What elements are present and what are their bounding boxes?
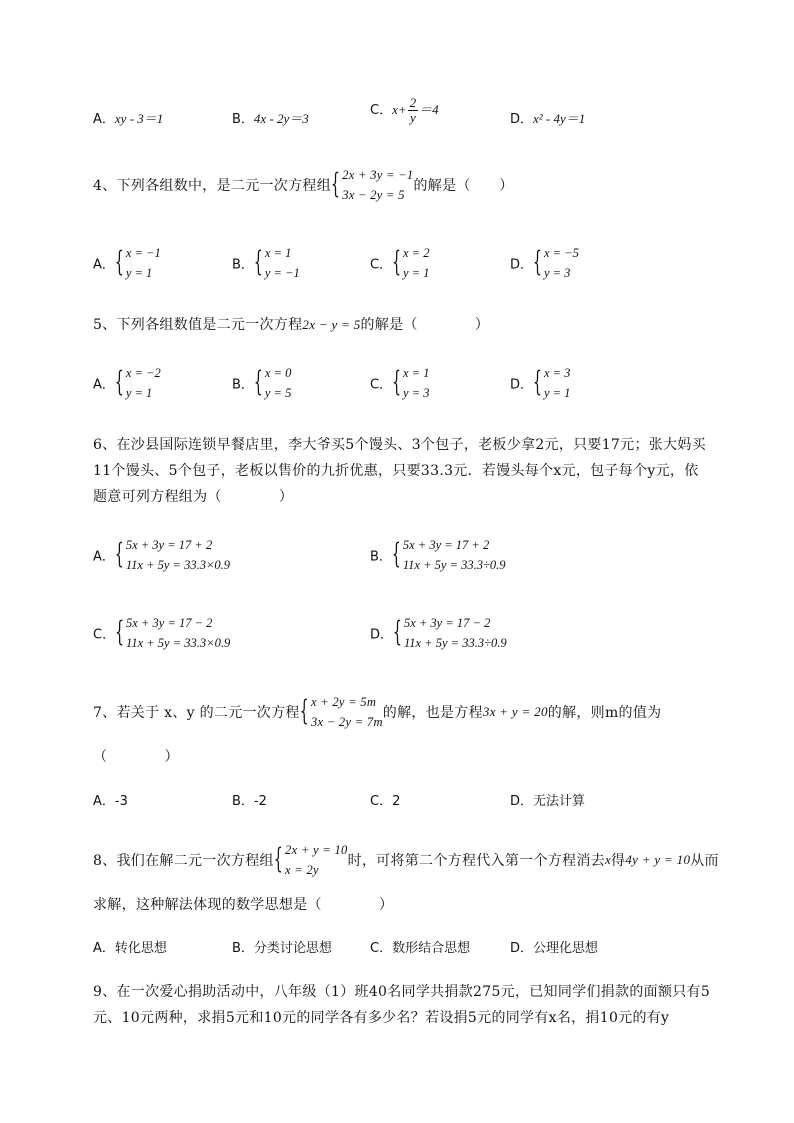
q5-option-d: D． { x = 3 y = 1 <box>510 366 571 400</box>
q4-option-d: D． { x = −5 y = 3 <box>510 246 579 280</box>
q7-option-d: D．无法计算 <box>510 794 586 809</box>
q4-option-a: A． { x = −1 y = 1 <box>93 246 161 280</box>
q3-option-c: C．x+ $\frac{2}{y}$ ＝4 <box>370 95 439 125</box>
q3-option-d: D．x² - 4y＝1 <box>510 111 586 127</box>
equation-system: { 2x + y = 10 x = 2y <box>273 843 348 877</box>
q9-line-1: 9、在一次爱心捐助活动中，八年级（1）班40名同学共捐款275元，已知同学们捐款的面额只有5 <box>93 984 711 1000</box>
q6-option-d: D． { 5x + 3y = 17 − 2 11x + 5y = 33.3÷0.9 <box>370 616 507 650</box>
fraction: $\frac{2}{y}$ <box>409 95 417 125</box>
q3-option-b: B．4x - 2y＝3 <box>232 111 309 127</box>
q5-option-c: C． { x = 1 y = 3 <box>370 366 430 400</box>
q6-line-3: 题意可列方程组为（ ） <box>93 489 294 505</box>
q8-option-d: D．公理化思想 <box>510 941 599 956</box>
q8-option-a: A．转化思想 <box>93 941 167 956</box>
q7-option-a: A．-3 <box>93 794 128 809</box>
q5-option-a: A． { x = −2 y = 1 <box>93 366 161 400</box>
q6-option-b: B． { 5x + 3y = 17 + 2 11x + 5y = 33.3÷0.9 <box>370 538 506 572</box>
q7-option-c: C．2 <box>370 794 401 809</box>
q6-line-1: 6、在沙县国际连锁早餐店里，李大爷买5个馒头、3个包子，老板少拿2元，只要17元；张大妈买 <box>93 437 706 453</box>
q8-stem: 8、我们在解二元一次方程组 { 2x + y = 10 x = 2y 时，可将第二个方程代入第一个方程消去x得4y + y = 10从而 <box>93 840 719 880</box>
q9-line-2: 元、10元两种，求捐5元和10元的同学各有多少名？若设捐5元的同学有x名，捐10元的有y <box>93 1010 670 1026</box>
q6-option-c: C． { 5x + 3y = 17 − 2 11x + 5y = 33.3×0.9 <box>93 616 231 650</box>
equation-system: { 2x + 3y = −1 3x − 2y = 5 <box>331 168 414 202</box>
q5-option-b: B． { x = 0 y = 5 <box>232 366 292 400</box>
equation-system: { x + 2y = 5m 3x − 2y = 7m <box>299 695 383 729</box>
q4-option-b: B． { x = 1 y = −1 <box>232 246 300 280</box>
q8-option-b: B．分类讨论思想 <box>232 941 332 956</box>
q4-stem: 4、下列各组数中，是二元一次方程组 { 2x + 3y = −1 3x − 2y = 5 的解是（ ） <box>93 165 514 205</box>
q7-option-b: B．-2 <box>232 794 267 809</box>
q8-line-2: 求解，这种解法体现的数学思想是（ ） <box>93 897 394 913</box>
q8-option-c: C．数形结合思想 <box>370 941 471 956</box>
q7-stem: 7、若关于 x、y 的二元一次方程 { x + 2y = 5m 3x − 2y = 7m 的解，也是方程3x + y = 20的解，则m的值为 <box>93 692 661 732</box>
q6-line-2: 11个馒头、5个包子，老板以售价的九折优惠，只要33.3元．若馒头每个x元，包子每个y元，依 <box>93 463 699 479</box>
q3-option-a: A．xy - 3＝1 <box>93 111 164 127</box>
q6-option-a: A． { 5x + 3y = 17 + 2 11x + 5y = 33.3×0.9 <box>93 538 231 572</box>
q4-option-c: C． { x = 2 y = 1 <box>370 246 430 280</box>
q7-blank: （ ） <box>93 749 179 765</box>
q5-stem: 5、下列各组数值是二元一次方程2x − y = 5的解是（ ） <box>93 317 490 333</box>
